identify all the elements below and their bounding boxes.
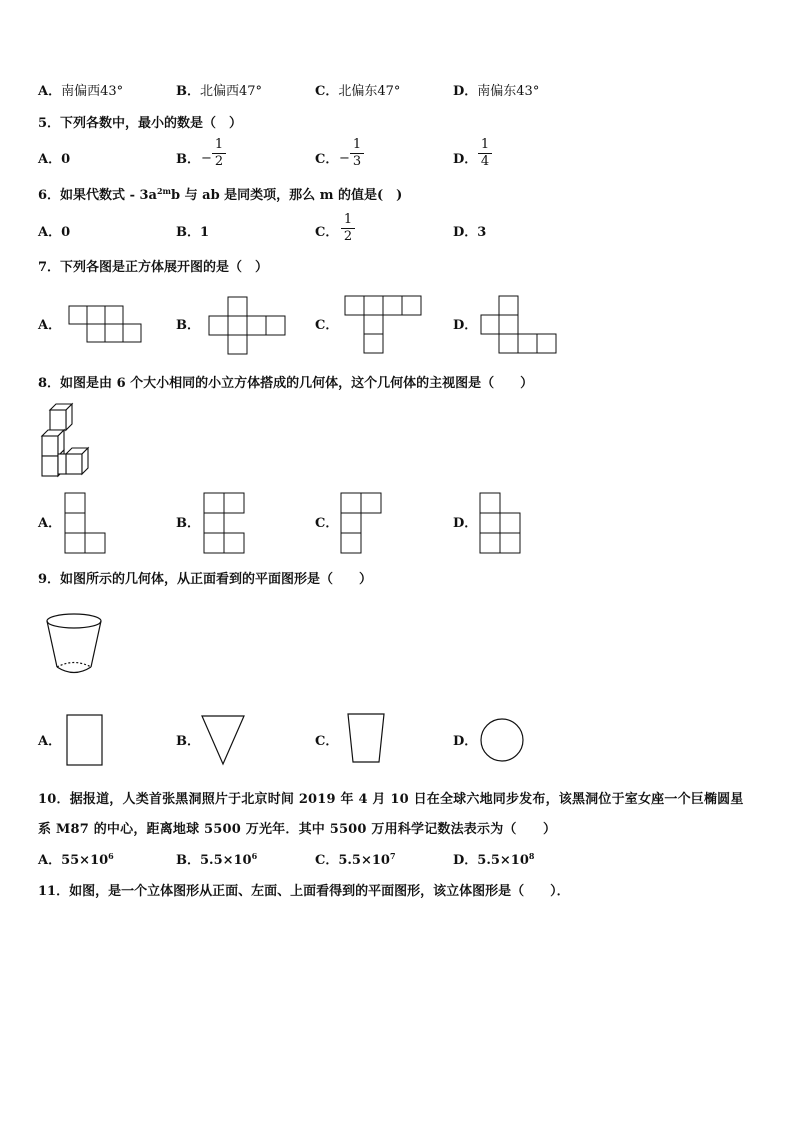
q9-circle-option [479,717,527,765]
q7-option-c-label: C． [315,318,339,333]
q10-option-a: A．$55\times 10^6$ [38,851,114,868]
q9-option-a-label: A． [38,734,62,749]
q8-view-c [340,492,390,554]
q8-option-a-label: A． [38,516,62,531]
q6-option-c-label: C． [315,225,339,240]
q5-option-b-fraction: 1 2 [212,138,226,169]
q4-option-a: A．南偏西43° [38,84,124,99]
q7-option-a-label: A． [38,318,62,333]
q10-option-c: C．$5.5\times 10^7$ [315,851,396,868]
q8-option-c-label: C． [315,516,339,531]
q5-option-d-fraction: 1 4 [478,138,492,169]
q9-trapezoid-option [346,712,388,766]
q9-option-d-label: D． [453,734,478,749]
q7-net-a [68,305,148,345]
q8-view-a [64,492,114,554]
q10-stem-line1: 10．据报道，人类首张黑洞照片于北京时间 2019 年 4 月 10 日在全球六地同步发布，该黑洞位于室女座一个巨椭圆星 [38,792,744,807]
q9-triangle-option [200,714,248,768]
q6-option-c-fraction: 1 2 [341,213,355,244]
q5-option-b-label: B． [176,152,200,167]
q9-option-c-label: C． [315,734,339,749]
q4-option-c: C．北偏东47° [315,84,401,99]
q6-option-a: A．0 [38,225,71,240]
q7-stem: 7．下列各图是正方体展开图的是（ ） [38,260,269,275]
q11-stem: 11．如图，是一个立体图形从正面、左面、上面看得到的平面图形，该立体图形是（ ）． [38,884,570,899]
q8-option-d-label: D． [453,516,478,531]
q7-option-d-label: D． [453,318,478,333]
q8-option-b-label: B． [176,516,200,531]
q5-option-c-label: C． [315,152,339,167]
q9-rectangle-option [66,714,106,768]
q10-stem-line2: 系 M87 的中心，距离地球 5500 万光年．其中 5500 万用科学记数法表示为（ ） [38,822,557,837]
q4-option-b: B．北偏西47° [176,84,263,99]
q7-net-d [480,295,560,355]
q8-stem: 8．如图是由 6 个大小相同的小立方体搭成的几何体，这个几何体的主视图是（ ） [38,376,534,391]
q7-net-b [208,296,288,356]
q5-option-c-sign: − [339,151,350,166]
q6-stem: 6．如果代数式 - $3a^{2m}b$ 与 ab 是同类项，那么 m 的值是( ) [38,186,403,203]
q10-option-d: D．$5.5\times 10^8$ [453,851,535,868]
q10-option-b: B．$5.5\times 10^6$ [176,851,258,868]
q5-option-a: A．0 [38,152,71,167]
q9-option-b-label: B． [176,734,200,749]
q5-option-d-label: D． [453,152,478,167]
q6-option-b: B．1 [176,225,210,240]
q5-option-b-sign: − [201,151,212,166]
q8-view-d [479,492,529,554]
q6-option-d: D．3 [453,225,487,240]
q5-option-c-fraction: 1 3 [350,138,364,169]
q7-net-c [344,295,424,355]
q7-option-b-label: B． [176,318,200,333]
q5-stem: 5．下列各数中，最小的数是（ ） [38,116,243,131]
q8-view-b [203,492,253,554]
q8-solid-figure [38,402,98,482]
q4-option-d: D．南偏东43° [453,84,540,99]
q9-stem: 9．如图所示的几何体，从正面看到的平面图形是（ ） [38,572,373,587]
q9-cup-figure [44,612,106,678]
